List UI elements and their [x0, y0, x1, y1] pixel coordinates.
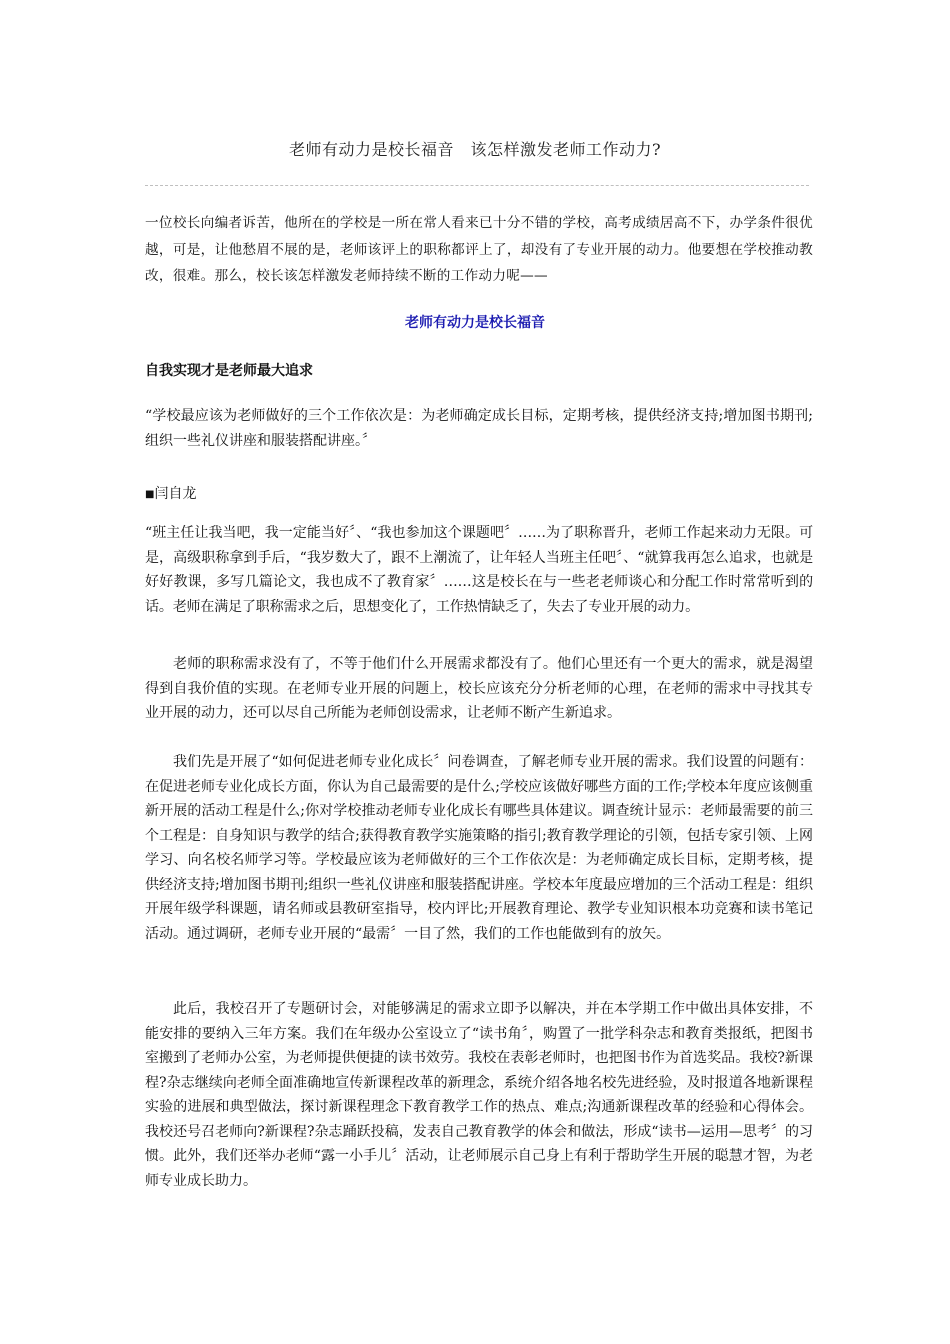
body-paragraph: 老师的职称需求没有了，不等于他们什么开展需求都没有了。他们心里还有一个更大的需求，就是渴望得到自我价值的实现。在老师专业开展的问题上，校长应该充分分析老师的心理，在老师的需求中寻找其专业开展的动力，还可以尽自己所能为老师创设需求，让老师不断产生新追求。: [145, 656, 813, 721]
body-paragraph: 此后，我校召开了专题研讨会，对能够满足的需求立即予以解决，并在本学期工作中做出具体安排，不能安排的要纳入三年方案。我们在年级办公室设立了“读书角〞，购置了一批学科杂志和教育类报纸，把图书室搬到了老师办公室，为老师提供便捷的读书效劳。我校在表彰老师时，也把图书作为首选奖品。我校?新课程?杂志继续向老师全面准确地宣传新课程改革的新理念，系统介绍各地名校先进经验，及时报道各地新课程实验的进展和典型做法，探讨新课程理念下教育教学工作的热点、难点;沟通新课程改革的经验和心得体会。我校还号召老师向?新课程?杂志踊跃投稿，发表自己教育教学的体会和做法，形成“读书—运用—思考〞的习惯。此外，我们还举办老师“露一小手儿〞活动，让老师展示自己身上有利于帮助学生开展的聪慧才智，为老师专业成长助力。: [145, 1001, 813, 1189]
dashed-divider: [145, 185, 809, 186]
body-paragraph: “班主任让我当吧，我一定能当好〞、“我也参加这个课题吧〞……为了职称晋升，老师工作起来动力无限。可是，高级职称拿到手后，“我岁数大了，跟不上潮流了，让年轻人当班主任吧〞、“就算我再怎么追求，也就是好好教课，多写几篇论文，我也成不了教育家〞……这是校长在与一些老老师谈心和分配工作时常常听到的话。老师在满足了职称需求之后，思想变化了，工作热情缺乏了，失去了专业开展的动力。: [145, 525, 813, 615]
pull-quote: “学校最应该为老师做好的三个工作依次是：为老师确定成长目标，定期考核，提供经济支持;增加图书期刊;组织一些礼仪讲座和服装搭配讲座。〞: [145, 408, 813, 449]
author-line: [145, 483, 196, 503]
article-title: 老师有动力是校长福音 该怎样激发老师工作动力?: [288, 140, 662, 159]
section-heading: 自我实现才是老师最大追求: [145, 363, 313, 379]
body-paragraph: 我们先是开展了“如何促进老师专业化成长〞问卷调查，了解老师专业开展的需求。我们设置的问题有：在促进老师专业化成长方面，你认为自己最需要的是什么;学校应该做好哪些方面的工作;学校本年度应该侧重新开展的活动工程是什么;你对学校推动老师专业化成长有哪些具体建议。调查统计显示：老师最需要的前三个工程是：自身知识与教学的结合;获得教育教学实施策略的指引;教育教学理论的引领，包括专家引领、上网学习、向名校名师学习等。学校最应该为老师做好的三个工作依次是：为老师确定成长目标，定期考核，提供经济支持;增加图书期刊;组织一些礼仪讲座和服装搭配讲座。学校本年度最应增加的三个活动工程是：组织开展年级学科课题，请名师或县教研室指导，校内评比;开展教育理论、教学专业知识根本功竞赛和读书笔记活动。通过调研，老师专业开展的“最需〞一目了然，我们的工作也能做到有的放矢。: [145, 754, 813, 942]
article-subtitle: 老师有动力是校长福音: [405, 315, 545, 331]
intro-paragraph: 一位校长向编者诉苦，他所在的学校是一所在常人看来已十分不错的学校，高考成绩居高不下，办学条件很优越，可是，让他愁眉不展的是，老师该评上的职称都评上了，却没有了专业开展的动力。他要想在学校推动教改，很难。那么，校长该怎样激发老师持续不断的工作动力呢——: [145, 215, 813, 284]
author-name: 闫自龙: [154, 486, 197, 502]
square-bullet-icon: ■: [145, 489, 155, 500]
